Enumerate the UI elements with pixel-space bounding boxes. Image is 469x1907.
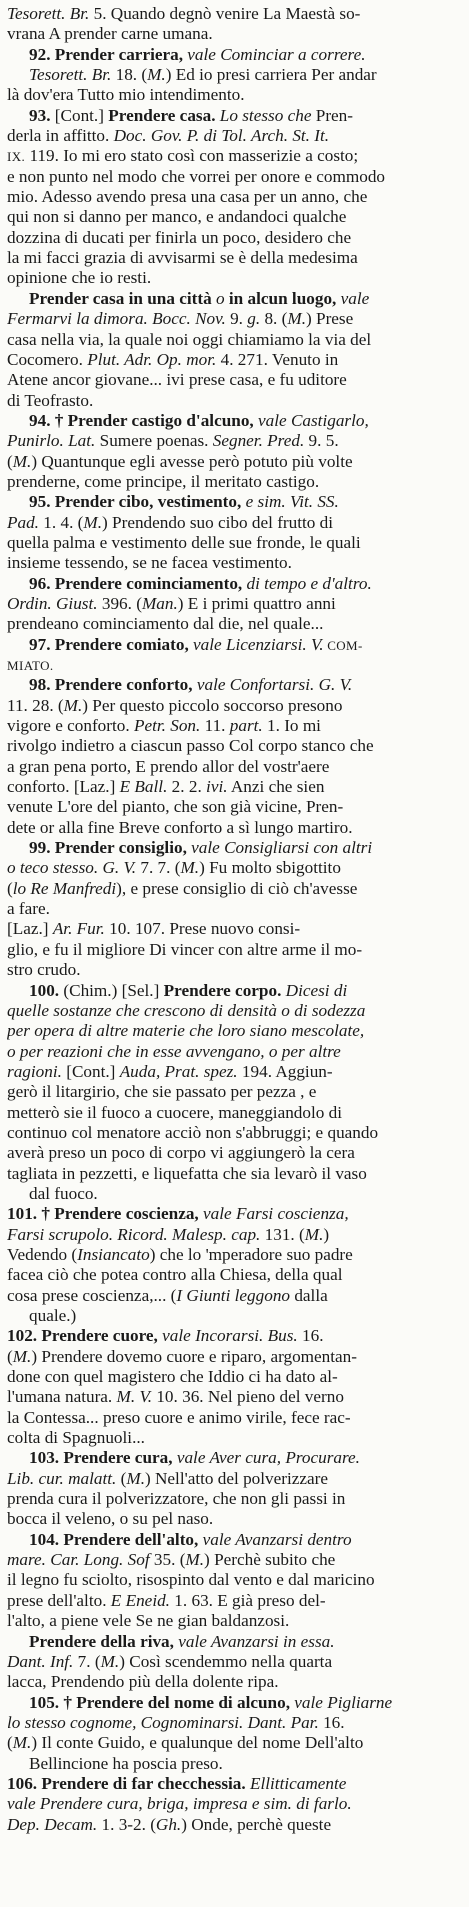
text-segment: Dant. Inf. [7,1651,74,1671]
text-segment: Plut. Adr. Op. mor. [87,349,217,369]
text-line [7,635,448,655]
text-segment: Prendere casa. [108,105,216,125]
text-segment: g. [247,309,261,329]
text-segment: [Laz.] [7,919,53,939]
text-segment: E Ball. [119,777,168,797]
text-segment: rivolgo indietro a ciascun passo Col corpo stanco che [7,736,374,756]
text-line [7,1326,448,1346]
text-line [7,1204,448,1224]
text-segment: 97. Prendere comiato, [29,634,189,654]
text-segment: 10. 107. Prese nuovo consi- [104,919,301,939]
text-line [7,207,448,227]
text-line [7,1082,448,1102]
text-segment: ivi. [206,777,228,797]
text-segment: vale Consigliarsi con altri [186,838,373,858]
text-segment: vale Aver cura, Procurare. [172,1448,360,1468]
text-segment: Lib. cur. malatt. [7,1468,117,1488]
text-line [7,24,448,44]
text-line [7,370,448,390]
text-segment: o teco stesso. G. V. [7,858,137,878]
text-segment: ) Così scendemmo nella quarta [119,1651,333,1671]
text-segment: metterò sie il fuoco a cuocere, maneggiandolo di [7,1102,343,1122]
text-segment: l'umana natura. [7,1387,117,1407]
text-segment: la mi facci grazia di avvisarmi se è della medesima [7,248,358,268]
text-segment: continuo col menatore acciò non s'abbruggi; e quando [7,1122,379,1142]
text-line [7,85,448,105]
text-segment: Lo stesso che [215,105,312,125]
text-segment: M. [12,1346,32,1366]
text-segment: 102. Prendere cuore, [7,1326,158,1346]
text-segment: vale Prendere cura, briga, impresa e sim. di farlo. [7,1794,352,1814]
text-line [7,858,448,878]
text-segment: glio, e fu il migliore Di vincer con altre arme il mo- [7,939,363,959]
text-segment: dal fuoco. [29,1183,98,1203]
text-line [7,187,448,207]
text-line [7,1672,448,1692]
text-segment: vale Licenziarsi. V. [188,634,324,654]
text-segment: ) Onde, perchè queste [181,1814,332,1834]
text-segment: Pad. [7,512,39,532]
text-line [7,960,448,980]
text-segment: 194. Aggiun- [237,1061,333,1081]
text-line [7,1387,448,1407]
text-segment: 101. † Prendere coscienza, [7,1204,199,1224]
text-line [7,1021,448,1041]
text-segment: done con quel magistero che Iddio ci ha dato al- [7,1367,338,1387]
text-segment: o per reazioni che in esse avvengano, o per altre [7,1041,341,1061]
text-segment: 95. Prender cibo, vestimento, [29,492,242,512]
text-segment: prenderne, come principe, il meritato castigo. [7,471,320,491]
text-segment: M. [100,1651,120,1671]
text-segment: 94. † Prender castigo d'alcuno, [29,410,254,430]
text-segment: lo stesso cognome, Cognominarsi. Dant. Par. [7,1712,319,1732]
text-segment: ( [116,1468,127,1488]
text-segment: ) Per questo piccolo soccorso presono [82,695,343,715]
text-line [7,1652,448,1672]
text-segment: ( [7,878,13,898]
text-segment: 100. [29,980,60,1000]
text-segment: Ordin. Giust. [7,593,98,613]
text-segment: l'alto, a piene vele Se ne gian baldanzosi. [7,1611,290,1631]
text-segment: vrana A prender carne umana. [7,24,213,44]
text-segment: Auda, Prat. spez. [119,1061,238,1081]
text-segment: Farsi scrupolo. Ricord. Malesp. cap. [7,1224,261,1244]
text-line [7,1611,448,1631]
text-line [7,1265,448,1285]
text-line [7,1428,448,1448]
text-segment: Segner. Pred. [212,431,305,451]
text-segment: M. V. [116,1387,153,1407]
text-segment: Dicesi di [281,980,348,1000]
text-line [7,472,448,492]
text-segment: derla in affitto. [7,126,114,146]
text-segment: 119. Io mi ero stato così con masserizie a costo; [25,146,359,166]
text-segment: di tempo e d'altro. [242,573,372,593]
text-segment: 1. 4. ( [38,512,84,532]
text-segment: (Chim.) [Sel.] [59,980,164,1000]
text-segment: 99. Prender consiglio, [29,838,187,858]
text-segment: M. [287,309,306,329]
text-segment: 10. 36. Nel pieno del verno [152,1387,344,1407]
text-line [7,533,448,553]
text-segment: 93. [29,105,51,125]
text-line [7,1774,448,1794]
text-segment: ) Nell'atto del polverizzare [145,1468,328,1488]
text-line [7,716,448,736]
text-line [7,1001,448,1021]
text-line [7,65,448,85]
text-line [7,736,448,756]
text-line [7,228,448,248]
text-segment: mare. Car. Long. Sof [7,1550,150,1570]
text-line [7,1530,448,1550]
text-line [7,594,448,614]
text-line [7,1367,448,1387]
text-line [7,492,448,512]
text-segment: ( [7,451,13,471]
text-segment: 11. [200,716,230,736]
text-segment: là dov'era Tutto mio intendimento. [7,85,245,105]
text-line [7,1794,448,1814]
text-segment: vale [336,288,370,308]
text-line [7,1489,448,1509]
text-segment: 7. ( [73,1651,101,1671]
text-segment: Petr. Son. [133,716,201,736]
text-segment: qui non si danno per manco, e andandoci qualche [7,207,347,227]
text-segment: 98. Prendere conforto, [29,675,193,695]
text-segment: M. [83,512,103,532]
text-segment: il legno fu sciolto, risospinto dal vento e dal maricino [7,1570,375,1590]
text-segment: 5. Quando degnò venire La Maestà so- [89,4,361,23]
text-line [7,309,448,329]
text-line [7,1408,448,1428]
text-segment: la Contessa... preso cuore e animo virile, fece rac- [7,1407,351,1427]
text-line [7,1632,448,1652]
text-segment: stro crudo. [7,960,81,980]
text-line [7,1815,448,1835]
text-segment: prese dell'alto. [7,1590,111,1610]
text-segment: Gh. [155,1814,182,1834]
text-segment: part. [229,716,263,736]
text-segment: averà preso un poco di corpo vi aggiungerò la cera [7,1143,355,1163]
text-segment: 9. 5. [304,431,339,451]
text-segment: Fermarvi la dimora. Bocc. Nov. [7,309,226,329]
text-line [7,757,448,777]
text-segment: ) [323,1224,330,1244]
text-segment: 92. Prender carriera, [29,44,183,64]
text-segment: ) Quantunque egli avesse però potuto più volte [31,451,353,471]
text-line [7,1143,448,1163]
text-segment: ), e prese consiglio di ciò ch'avesse [116,878,358,898]
text-segment: gerò il litargirio, che sie passato per pezza , e [7,1082,317,1102]
text-segment: ) Ed io presi carriera Per andar [165,65,377,85]
text-line [7,1286,448,1306]
text-segment: vale Castigarlo, [253,410,369,430]
text-segment: 8. ( [260,309,288,329]
text-segment: COM- [323,637,363,653]
text-line [7,981,448,1001]
text-line [7,248,448,268]
text-segment: cosa prese coscienza,... ( [7,1285,177,1305]
text-line [7,167,448,187]
text-segment: colta di Spagnuoli... [7,1428,145,1448]
text-segment: Anzi che sien [227,777,325,797]
text-line [7,1550,448,1570]
text-segment: M. [126,1468,145,1488]
text-segment: ) Fu molto sbigottito [199,858,341,878]
text-line [7,45,448,65]
text-segment: facea ciò che potea contro alla Chiesa, della qual [7,1265,343,1285]
text-segment: Doc. Gov. P. di Tol. Arch. St. It. [113,126,330,146]
text-line [7,1225,448,1245]
text-segment: Bellincione ha poscia preso. [29,1753,223,1773]
text-segment: Ellitticamente [245,1773,347,1793]
text-segment: Insiancato [77,1244,150,1264]
text-segment: vale Incorarsi. Bus. [157,1326,298,1346]
text-segment: ( [7,1733,13,1753]
text-line [7,1509,448,1529]
text-segment: Prendere corpo. [163,980,282,1000]
text-segment: prendeano cominciamento dal die, nel quale... [7,614,324,634]
text-segment: prenda cura il polverizzatore, che non gli passi in [7,1489,346,1509]
text-segment: E Eneid. [110,1590,170,1610]
text-line [7,614,448,634]
text-segment: I Giunti leggono [176,1285,291,1305]
text-line [7,146,448,166]
text-segment: 105. † Prendere del nome di alcuno, [29,1692,290,1712]
text-segment: in alcun luogo, [228,288,337,308]
text-line [7,1164,448,1184]
text-line [7,838,448,858]
text-segment: Dep. Decam. [7,1814,98,1834]
text-segment: 396. ( [97,593,142,613]
text-segment: ) che lo 'mperadore suo padre [149,1244,353,1264]
text-line [7,1591,448,1611]
text-segment: 16. [297,1326,324,1346]
text-segment: M. [12,451,32,471]
text-segment: vale Farsi coscienza, [198,1204,349,1224]
text-line [7,777,448,797]
text-segment: vigore e conforto. [7,716,134,736]
text-segment: 103. Prendere cura, [29,1448,173,1468]
text-segment: ) Perchè subito che [204,1550,336,1570]
text-line [7,1693,448,1713]
text-segment: 9. [225,309,248,329]
text-segment: vale Pigliarne [290,1692,393,1712]
text-line [7,1347,448,1367]
text-line [7,1306,448,1326]
text-segment: ) Prendendo suo cibo del frutto di [102,512,334,532]
text-line [7,940,448,960]
text-segment: casa nella via, la quale noi oggi chiamiamo la via del [7,329,372,349]
text-segment: Tesorett. Br. [29,65,112,85]
text-segment: Pren- [311,105,353,125]
text-segment: vale Cominciar a correre. [183,44,366,64]
text-line [7,1448,448,1468]
text-segment: M. [63,695,83,715]
text-segment: 2. 2. [167,777,207,797]
text-line [7,797,448,817]
text-segment: bocca il veleno, o su pel naso. [7,1509,214,1529]
text-segment: a gran pena porto, E prendo allor del vostr'aere [7,756,330,776]
text-segment: 96. Prendere cominciamento, [29,573,243,593]
text-line [7,330,448,350]
text-segment: 1. Io mi [262,716,321,736]
text-segment: Sumere poenas. [95,431,213,451]
text-segment: di Teofrasto. [7,390,94,410]
text-segment: 1. 3-2. ( [97,1814,156,1834]
text-segment: ) Prese [306,309,354,329]
text-segment: M. [304,1224,324,1244]
text-line [7,1062,448,1082]
text-line [7,126,448,146]
text-segment: vale Confortarsi. G. V. [192,675,353,695]
text-segment: vale Avanzarsi dentro [198,1529,352,1549]
text-segment: Cocomero. [7,349,88,369]
text-line [7,1184,448,1204]
text-line [7,1103,448,1123]
text-segment: quelle sostanze che crescono di densità o di sodezza [7,1000,366,1020]
text-segment: 106. Prendere di far checchessia. [7,1773,246,1793]
text-line [7,106,448,126]
text-segment: Punirlo. Lat. [7,431,96,451]
text-segment: Ar. Fur. [52,919,105,939]
text-segment: M. [147,65,166,85]
text-segment: quale.) [29,1306,77,1325]
text-segment: 104. Prendere dell'alto, [29,1529,199,1549]
text-segment: ) Il conte Guido, e qualunque del nome Dell'alto [31,1733,364,1753]
text-segment: 35. ( [149,1550,186,1570]
text-line [7,411,448,431]
text-line [7,899,448,919]
text-segment: lo Re Manfredi [12,878,117,898]
text-line [7,1754,448,1774]
text-segment: e non punto nel modo che vorrei per onore e commodo [7,166,386,186]
text-segment: per opera di altre materie che loro siano mescolate, [7,1021,365,1041]
text-segment: Tesorett. Br. [7,4,90,23]
text-segment: 4. 271. Venuto in [216,349,339,369]
text-segment: a fare. [7,899,50,919]
text-line [7,675,448,695]
text-segment: Vedendo ( [7,1244,78,1264]
text-segment: M. [185,1550,205,1570]
text-segment: 11. 28. ( [7,695,64,715]
text-line [7,431,448,451]
text-line [7,553,448,573]
text-segment: ) Prendere dovemo cuore e riparo, argomentan- [31,1346,357,1366]
text-segment: vale Avanzarsi in essa. [173,1631,335,1651]
text-line [7,452,448,472]
text-segment: e sim. Vit. SS. [241,492,339,512]
text-segment: 16. [318,1712,345,1732]
text-line [7,655,448,675]
text-segment: venute L'ore del pianto, che son già vicine, Pren- [7,797,344,817]
text-line [7,919,448,939]
text-segment: opinione che io resti. [7,268,152,288]
text-segment: 18. ( [111,65,148,85]
text-line [7,574,448,594]
text-line [7,1713,448,1733]
text-line [7,350,448,370]
text-segment: M. [12,1733,32,1753]
text-segment: Man. [141,593,178,613]
text-segment: ) E i primi quattro anni [177,593,336,613]
text-segment: lacca, Prendendo più della dolente ripa. [7,1672,279,1692]
text-line [7,391,448,411]
text-segment: dete or alla fine Breve conforto a sì lungo martiro. [7,817,353,837]
text-segment: Atene ancor giovane... ivi prese casa, e fu uditore [7,370,347,390]
text-segment: [Cont.] [50,105,109,125]
text-line [7,879,448,899]
text-segment: insieme tessendo, se ne facea vestimento. [7,553,292,573]
text-line [7,513,448,533]
text-segment: dozzina di ducati per finirla un poco, desidero che [7,227,352,247]
text-segment: Prender casa in una città [29,288,212,308]
text-segment: 131. ( [260,1224,305,1244]
text-segment: M. [180,858,200,878]
text-segment: quella palma e vestimento delle sue fronde, le quali [7,532,361,552]
text-segment: 1. 63. E già preso del- [169,1590,326,1610]
text-line [7,696,448,716]
text-segment: o [211,288,229,308]
text-segment: MIATO. [7,658,54,673]
text-segment: Prendere della riva, [29,1631,174,1651]
text-line [7,289,448,309]
text-segment: tagliata in pezzetti, e liquefatta che sia levarò il vaso [7,1163,367,1183]
text-segment: 7. 7. ( [136,858,181,878]
text-segment: mio. Adesso avendo presa una casa per un anno, che [7,187,368,207]
text-line [7,1570,448,1590]
text-line [7,1123,448,1143]
text-line [7,268,448,288]
text-segment: IX. [7,149,26,165]
text-segment: [Cont.] [61,1061,120,1081]
text-segment: dalla [290,1285,328,1305]
text-segment: ( [7,1346,13,1366]
text-line [7,4,448,24]
text-line [7,818,448,838]
text-segment: conforto. [Laz.] [7,777,120,797]
text-line [7,1042,448,1062]
text-line [7,1469,448,1489]
text-segment: ragioni. [7,1061,62,1081]
text-line [7,1733,448,1753]
text-line [7,1245,448,1265]
